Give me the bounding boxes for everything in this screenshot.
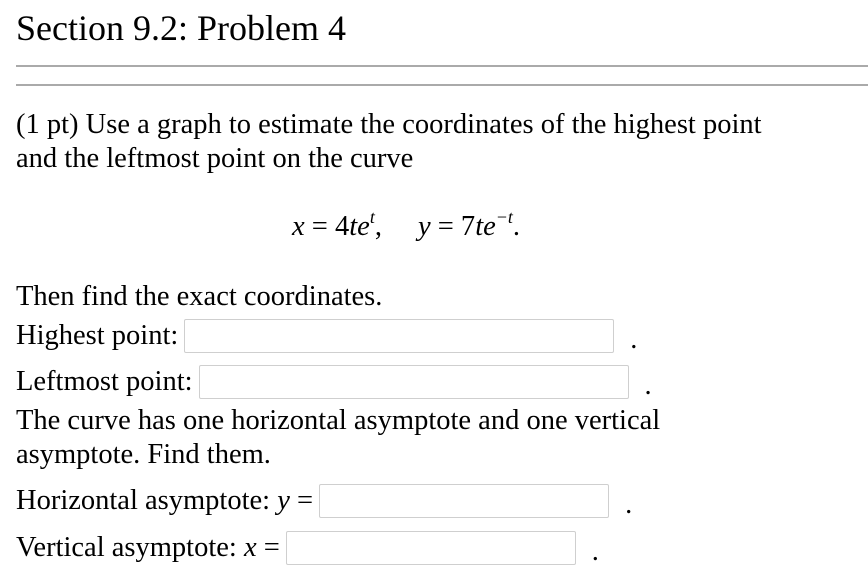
equation-y-exponent: −t bbox=[495, 207, 513, 227]
leftmost-point-input[interactable] bbox=[199, 365, 629, 399]
problem-statement-line-2: and the leftmost point on the curve bbox=[16, 143, 414, 174]
instruction-text: Then find the exact coordinates. bbox=[16, 281, 383, 312]
leftmost-point-label: Leftmost point: bbox=[16, 366, 193, 397]
horizontal-asymptote-label-text: Horizontal asymptote: bbox=[16, 485, 278, 516]
horizontal-asymptote-input[interactable] bbox=[319, 484, 609, 518]
equation-y-variable: y bbox=[417, 211, 431, 242]
horizontal-asymptote-row bbox=[16, 481, 632, 521]
equation-x-comma: , bbox=[374, 211, 382, 242]
vertical-asymptote-label bbox=[16, 532, 280, 564]
divider-top bbox=[16, 65, 868, 67]
horizontal-asymptote-period: . bbox=[625, 489, 633, 520]
vertical-asymptote-input[interactable] bbox=[286, 531, 576, 565]
parametric-equation bbox=[292, 207, 521, 244]
vertical-asymptote-variable: x bbox=[243, 532, 257, 563]
equation-y-te: te bbox=[475, 211, 496, 242]
equation-y-period: . bbox=[512, 211, 521, 242]
equation-x-variable: x bbox=[292, 211, 305, 242]
equation-x-equals: = 4 bbox=[304, 211, 350, 242]
equation-x-te: te bbox=[349, 211, 370, 242]
divider-bottom bbox=[16, 84, 868, 86]
problem-statement-line-1: (1 pt) Use a graph to estimate the coordinates of the highest point bbox=[16, 109, 762, 140]
vertical-asymptote-label-text: Vertical asymptote: bbox=[16, 532, 244, 563]
vertical-asymptote-row bbox=[16, 528, 599, 568]
asymptote-statement bbox=[16, 404, 660, 472]
horizontal-asymptote-variable: y bbox=[277, 485, 290, 516]
highest-point-input[interactable] bbox=[184, 319, 614, 353]
horizontal-asymptote-equals: = bbox=[289, 485, 314, 516]
asymptote-statement-line-1: The curve has one horizontal asymptote and one vertical bbox=[16, 405, 661, 436]
horizontal-asymptote-label bbox=[16, 485, 313, 517]
leftmost-point-period: . bbox=[644, 370, 652, 401]
equation-x-exponent: t bbox=[369, 207, 375, 227]
vertical-asymptote-equals: = bbox=[256, 532, 280, 563]
page-title: Section 9.2: Problem 4 bbox=[16, 8, 346, 48]
equation-y-equals: = 7 bbox=[430, 211, 476, 242]
highest-point-row bbox=[16, 316, 637, 356]
leftmost-point-row bbox=[16, 362, 652, 402]
vertical-asymptote-period: . bbox=[591, 536, 599, 567]
highest-point-period: . bbox=[630, 324, 638, 355]
problem-statement bbox=[16, 108, 762, 176]
highest-point-label: Highest point: bbox=[16, 320, 179, 351]
asymptote-statement-line-2: asymptote. Find them. bbox=[16, 439, 271, 470]
